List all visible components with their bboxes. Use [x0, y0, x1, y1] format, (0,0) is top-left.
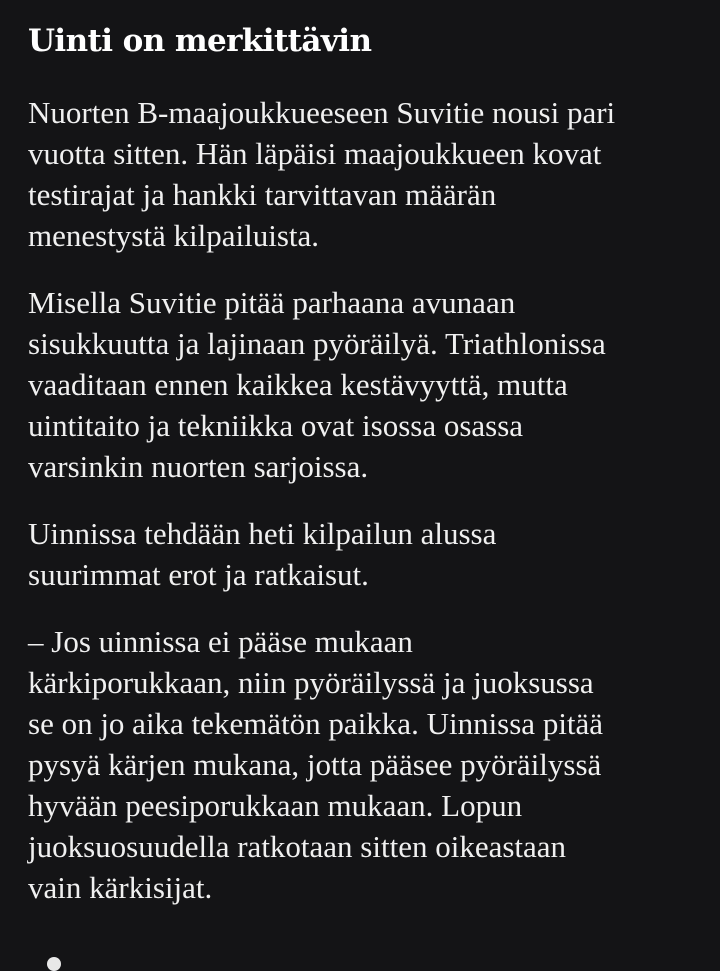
paragraph-2 [28, 282, 700, 487]
paragraph-line: Misella Suvitie pitää parhaana avunaan [28, 285, 516, 320]
paragraph-line: – Jos uinnissa ei pääse mukaan [28, 624, 413, 659]
paragraph-line: varsinkin nuorten sarjoissa. [28, 449, 369, 484]
paragraph-line: testirajat ja hankki tarvittavan määrän [28, 177, 497, 212]
cropped-next-line-glyph [47, 957, 61, 971]
paragraph-line: menestystä kilpailuista. [28, 218, 320, 253]
article-body [28, 18, 700, 934]
paragraph-line: suurimmat erot ja ratkaisut. [28, 557, 369, 592]
section-heading: Uinti on merkittävin [28, 23, 372, 59]
paragraph-line: uintitaito ja tekniikka ovat isossa osassa [28, 408, 524, 443]
paragraph-line: vain kärkisijat. [28, 870, 213, 905]
paragraph-line: Uinnissa tehdään heti kilpailun alussa [28, 516, 497, 551]
paragraph-line: vuotta sitten. Hän läpäisi maajoukkueen kovat [28, 136, 602, 171]
paragraph-line: sisukkuutta ja lajinaan pyöräilyä. Triathlonissa [28, 326, 606, 361]
paragraph-line: vaaditaan ennen kaikkea kestävyyttä, mutta [28, 367, 568, 402]
paragraph-3 [28, 513, 700, 595]
paragraph-line: juoksuosuudella ratkotaan sitten oikeastaan [28, 829, 567, 864]
paragraph-line: kärkiporukkaan, niin pyöräilyssä ja juoksussa [28, 665, 594, 700]
paragraph-line: se on jo aika tekemätön paikka. Uinnissa pitää [28, 706, 604, 741]
paragraph-line: hyvään peesiporukkaan mukaan. Lopun [28, 788, 523, 823]
paragraph-line: Nuorten B-maajoukkueeseen Suvitie nousi pari [28, 95, 616, 130]
paragraph-4 [28, 621, 700, 908]
paragraph-line: pysyä kärjen mukana, jotta pääsee pyöräilyssä [28, 747, 602, 782]
paragraph-1 [28, 92, 700, 256]
